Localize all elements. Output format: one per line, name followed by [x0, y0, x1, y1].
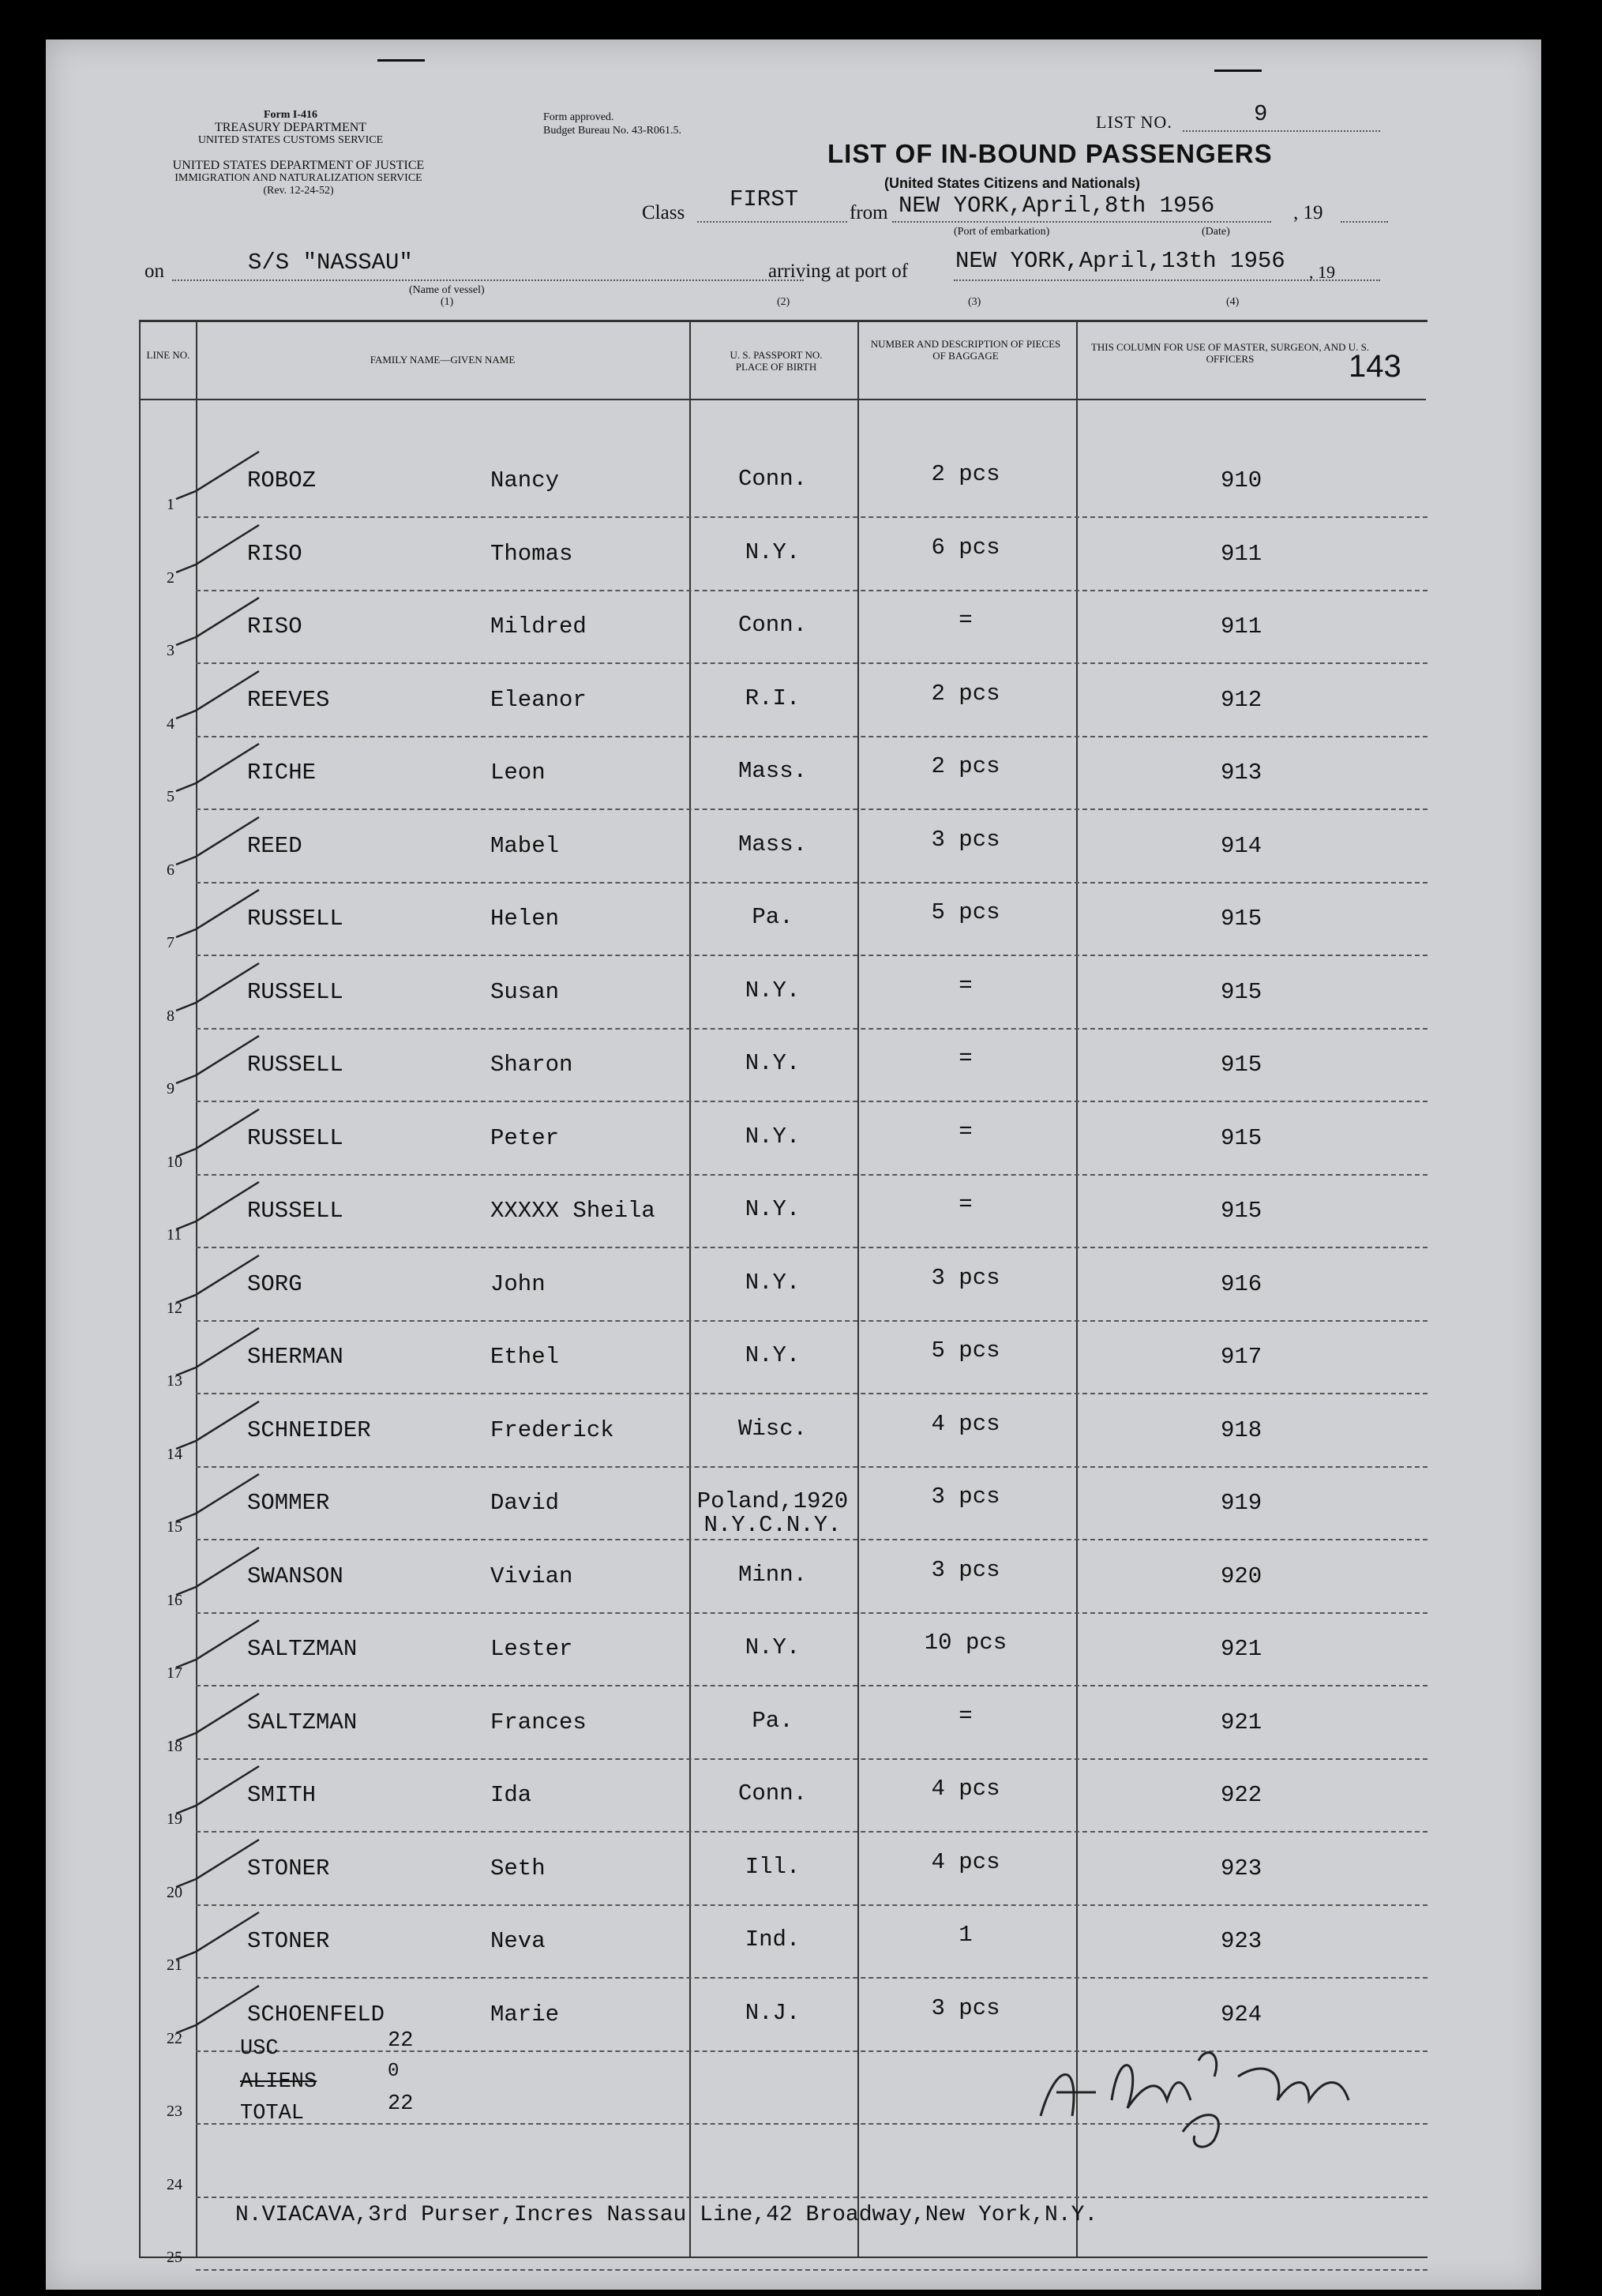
line-number: 16 — [167, 1591, 182, 1609]
place-of-birth: N.Y. — [745, 1634, 801, 1660]
baggage-count: = — [959, 1191, 973, 1217]
baggage-count: 2 pcs — [931, 461, 1000, 487]
line-number: 9 — [167, 1080, 174, 1097]
family-name: RICHE — [247, 760, 317, 786]
line-number: 14 — [167, 1445, 182, 1463]
baggage-count: 3 pcs — [931, 1556, 1000, 1583]
officer-number: 912 — [1221, 686, 1262, 713]
line-number: 20 — [167, 1883, 182, 1901]
row-separator — [196, 808, 1428, 810]
row-separator — [196, 1758, 1428, 1760]
table-row — [46, 962, 1541, 1034]
given-name: John — [490, 1270, 546, 1297]
officer-number: 916 — [1221, 1270, 1262, 1297]
officer-number: 914 — [1221, 832, 1262, 859]
port-embark-label: (Port of embarkation) — [954, 226, 1050, 238]
budget-bureau: Budget Bureau No. 43-R061.5. — [543, 125, 681, 137]
check-mark — [172, 1394, 267, 1457]
line-number: 8 — [167, 1007, 174, 1025]
officer-signature — [1025, 2013, 1404, 2155]
line-number: 4 — [167, 715, 174, 733]
usc-value: 22 — [388, 2029, 414, 2053]
place-of-birth: Wisc. — [737, 1415, 807, 1442]
row-separator — [196, 2197, 1428, 2198]
baggage-count: 5 pcs — [931, 1337, 1000, 1364]
place-of-birth: Conn. — [737, 1780, 807, 1806]
officer-number: 919 — [1221, 1490, 1262, 1516]
line-number: 6 — [167, 861, 174, 879]
given-name: Seth — [490, 1855, 546, 1881]
check-mark — [172, 1320, 267, 1383]
check-mark — [172, 1758, 267, 1821]
row-separator — [196, 590, 1428, 591]
baggage-count: = — [959, 607, 973, 633]
vessel-line — [172, 279, 804, 281]
check-mark — [172, 590, 267, 653]
given-name: XXXXX Sheila — [490, 1198, 655, 1224]
place-of-birth: Conn. — [737, 612, 807, 638]
line-number: 22 — [167, 2029, 182, 2047]
place-of-birth: N.Y. — [745, 1123, 801, 1150]
check-mark — [172, 517, 267, 580]
aliens-value: 0 — [388, 2061, 400, 2082]
line-number: 13 — [167, 1372, 182, 1390]
baggage-count: 3 pcs — [931, 1264, 1000, 1291]
line-number: 19 — [167, 1810, 182, 1828]
list-no-line — [1183, 130, 1380, 132]
ins-service: IMMIGRATION AND NATURALIZATION SERVICE — [174, 172, 422, 184]
total-value: 22 — [388, 2092, 414, 2116]
line-number: 3 — [167, 642, 174, 659]
check-mark — [172, 1466, 267, 1529]
officer-number: 915 — [1221, 1124, 1262, 1151]
place-of-birth: Poland,1920 N.Y.C.N.Y. — [696, 1488, 849, 1538]
check-mark — [172, 736, 267, 799]
from-year-line — [1341, 221, 1388, 223]
table-row — [46, 888, 1541, 961]
officer-number: 915 — [1221, 906, 1262, 932]
table-row — [46, 1473, 1541, 1545]
place-of-birth: Minn. — [737, 1561, 807, 1588]
given-name: Sharon — [490, 1052, 573, 1078]
place-of-birth: N.Y. — [745, 1196, 801, 1222]
table-row — [46, 1765, 1541, 1837]
table-row — [46, 1034, 1541, 1107]
check-mark — [172, 1686, 267, 1749]
line-number: 10 — [167, 1153, 182, 1171]
place-of-birth: Ind. — [745, 1926, 801, 1953]
revision: (Rev. 12-24-52) — [263, 185, 334, 197]
family-name: SWANSON — [247, 1563, 343, 1589]
baggage-count: 6 pcs — [931, 534, 1000, 561]
passenger-list-form — [46, 39, 1541, 2290]
row-separator — [196, 1466, 1428, 1468]
check-mark — [172, 1612, 267, 1675]
baggage-count: 3 pcs — [931, 1994, 1000, 2021]
officer-number: 911 — [1221, 613, 1262, 640]
family-name: SCHNEIDER — [247, 1416, 371, 1443]
officer-number: 915 — [1221, 978, 1262, 1005]
from-label: from — [850, 202, 888, 223]
row-separator — [196, 1539, 1428, 1540]
col-num-3: (3) — [968, 296, 981, 308]
baggage-count: 10 pcs — [924, 1630, 1007, 1656]
place-of-birth: Mass. — [737, 831, 807, 857]
place-of-birth: N.Y. — [745, 1269, 801, 1296]
line-number: 7 — [167, 934, 174, 951]
baggage-count: = — [959, 972, 973, 999]
table-row — [46, 523, 1541, 596]
given-name: Nancy — [490, 467, 560, 493]
check-mark — [172, 955, 267, 1019]
check-mark — [172, 1101, 267, 1165]
row-separator — [196, 1028, 1428, 1030]
line-number: 11 — [167, 1226, 182, 1244]
form-number: Form I-416 — [263, 109, 318, 121]
line-number: 15 — [167, 1518, 182, 1536]
family-name: SALTZMAN — [247, 1709, 358, 1735]
table-row — [46, 596, 1541, 669]
family-name: RISO — [247, 613, 302, 640]
table-top-rule — [139, 320, 1428, 322]
given-name: Susan — [490, 978, 560, 1005]
officer-number: 915 — [1221, 1198, 1262, 1224]
on-label: on — [144, 261, 164, 282]
page-title: LIST OF IN-BOUND PASSENGERS — [827, 139, 1273, 168]
row-separator — [196, 516, 1428, 518]
officer-number: 921 — [1221, 1709, 1262, 1735]
list-no-label: LIST NO. — [1096, 112, 1172, 132]
list-no-value: 9 — [1254, 101, 1268, 127]
baggage-count: 3 pcs — [931, 826, 1000, 853]
place-of-birth: Mass. — [737, 758, 807, 784]
check-mark — [172, 444, 267, 507]
check-mark — [172, 1904, 267, 1968]
col-num-2: (2) — [777, 296, 790, 308]
page-subtitle: (United States Citizens and Nationals) — [884, 175, 1141, 191]
table-row — [46, 1546, 1541, 1619]
line-number: 25 — [167, 2249, 182, 2266]
check-mark — [172, 1028, 267, 1091]
table-row — [46, 1838, 1541, 1911]
check-mark — [172, 663, 267, 726]
line-number: 2 — [167, 568, 174, 587]
family-name: ROBOZ — [247, 467, 317, 493]
family-name: SHERMAN — [247, 1344, 343, 1370]
given-name: Frederick — [490, 1416, 614, 1443]
place-of-birth: Pa. — [752, 904, 793, 930]
officer-number: 910 — [1221, 467, 1262, 493]
baggage-count: 4 pcs — [931, 1848, 1000, 1875]
baggage-count: 4 pcs — [931, 1776, 1000, 1802]
arriving-value: NEW YORK,April,13th 1956 — [955, 248, 1285, 274]
given-name: Peter — [490, 1124, 560, 1151]
baggage-count: = — [959, 1702, 973, 1729]
given-name: Ethel — [490, 1344, 560, 1370]
officer-number: 922 — [1221, 1782, 1262, 1808]
class-value: FIRST — [730, 186, 799, 212]
family-name: REED — [247, 832, 302, 859]
header-bottom-rule — [139, 399, 1426, 400]
table-row — [46, 1400, 1541, 1473]
officer-number: 921 — [1221, 1636, 1262, 1662]
line-number: 24 — [167, 2175, 182, 2193]
row-separator — [196, 1612, 1428, 1614]
check-mark — [172, 1247, 267, 1311]
justice-dept: UNITED STATES DEPARTMENT OF JUSTICE — [172, 159, 425, 172]
row-separator — [196, 1685, 1428, 1686]
row-separator — [196, 1831, 1428, 1833]
family-name: SCHOENFELD — [247, 2001, 385, 2028]
family-name: RISO — [247, 540, 302, 567]
table-row — [46, 1692, 1541, 1765]
page-stamp-number: 143 — [1349, 349, 1401, 384]
row-separator — [196, 2269, 1428, 2271]
row-separator — [196, 1320, 1428, 1322]
given-name: Helen — [490, 906, 560, 932]
line-number: 1 — [167, 496, 174, 513]
line-number: 12 — [167, 1299, 182, 1317]
officer-number: 920 — [1221, 1563, 1262, 1589]
row-separator — [196, 1247, 1428, 1248]
place-of-birth: N.Y. — [745, 977, 801, 1004]
row-separator — [196, 1904, 1428, 1906]
family-name: RUSSELL — [247, 906, 343, 932]
table-row — [46, 1619, 1541, 1691]
from-value: NEW YORK,April,8th 1956 — [899, 193, 1215, 219]
vessel-name-label: (Name of vessel) — [409, 284, 485, 296]
class-line — [697, 221, 847, 223]
family-name: REEVES — [247, 686, 330, 713]
stray-mark — [377, 59, 425, 62]
place-of-birth: Ill. — [745, 1853, 801, 1880]
header-officers: THIS COLUMN FOR USE OF MASTER, SURGEON, AND U. S. OFFICERS — [1090, 341, 1370, 365]
total-label: TOTAL — [240, 2102, 305, 2125]
table-row — [46, 1180, 1541, 1253]
baggage-count: 1 — [959, 1922, 973, 1948]
table-row — [46, 1326, 1541, 1399]
justice-block — [141, 159, 456, 197]
vessel-col-num: (1) — [441, 296, 454, 308]
given-name: Lester — [490, 1636, 573, 1662]
form-approved: Form approved. — [543, 111, 614, 123]
stray-mark — [1214, 69, 1262, 72]
place-of-birth: Pa. — [752, 1707, 793, 1734]
check-mark — [172, 882, 267, 945]
officer-number: 923 — [1221, 1928, 1262, 1954]
family-name: SOMMER — [247, 1490, 330, 1516]
family-name: SMITH — [247, 1782, 317, 1808]
from-line — [892, 221, 1271, 223]
baggage-count: 5 pcs — [931, 899, 1000, 925]
officer-number: 917 — [1221, 1344, 1262, 1370]
check-mark — [172, 1978, 267, 2041]
officer-number: 911 — [1221, 540, 1262, 567]
vessel-name: S/S "NASSAU" — [248, 249, 413, 276]
table-row — [46, 1254, 1541, 1326]
baggage-count: 2 pcs — [931, 680, 1000, 707]
family-name: RUSSELL — [247, 1124, 343, 1151]
given-name: Frances — [490, 1709, 587, 1735]
given-name: Vivian — [490, 1563, 573, 1589]
place-of-birth: R.I. — [745, 685, 801, 711]
family-name: SALTZMAN — [247, 1636, 358, 1662]
family-name: RUSSELL — [247, 1052, 343, 1078]
row-separator — [196, 1101, 1428, 1102]
baggage-count: 4 pcs — [931, 1410, 1000, 1437]
baggage-count: 3 pcs — [931, 1484, 1000, 1510]
given-name: Ida — [490, 1782, 532, 1808]
given-name: Eleanor — [490, 686, 587, 713]
line-number: 21 — [167, 1956, 182, 1974]
baggage-count: 2 pcs — [931, 753, 1000, 779]
check-mark — [172, 809, 267, 872]
header-line-no: LINE NO. — [146, 349, 190, 361]
given-name: Mabel — [490, 832, 560, 859]
family-name: STONER — [247, 1855, 330, 1881]
table-row — [46, 1911, 1541, 1983]
table-row — [46, 450, 1541, 523]
row-separator — [196, 662, 1428, 664]
officer-number: 913 — [1221, 760, 1262, 786]
row-separator — [196, 736, 1428, 737]
row-separator — [196, 882, 1428, 884]
row-separator — [196, 1174, 1428, 1176]
given-name: Thomas — [490, 540, 573, 567]
officer-number: 923 — [1221, 1855, 1262, 1881]
place-of-birth: N.Y. — [745, 538, 801, 565]
baggage-count: = — [959, 1118, 973, 1145]
arriving-year: , 19 — [1309, 262, 1335, 282]
check-mark — [172, 1174, 267, 1237]
given-name: David — [490, 1490, 560, 1516]
footer-purser: N.VIACAVA,3rd Purser,Incres Nassau Line,42 Broadway,New York,N.Y. — [235, 2203, 1098, 2227]
line-number: 23 — [167, 2103, 182, 2120]
baggage-count: = — [959, 1045, 973, 1071]
row-separator — [196, 1977, 1428, 1979]
approval-block — [543, 111, 681, 137]
form-identity-block — [172, 109, 409, 147]
table-row — [46, 816, 1541, 888]
usc-label: USC — [240, 2037, 279, 2061]
table-row — [46, 1108, 1541, 1180]
place-of-birth: N.Y. — [745, 1342, 801, 1368]
row-separator — [196, 1393, 1428, 1394]
customs-service: UNITED STATES CUSTOMS SERVICE — [197, 134, 384, 146]
family-name: STONER — [247, 1928, 330, 1954]
treasury-dept: TREASURY DEPARTMENT — [214, 121, 367, 134]
from-year: , 19 — [1293, 202, 1323, 223]
officer-number: 918 — [1221, 1416, 1262, 1443]
given-name: Leon — [490, 760, 546, 786]
given-name: Neva — [490, 1928, 546, 1954]
header-baggage: NUMBER AND DESCRIPTION OF PIECES OF BAGGAGE — [870, 338, 1061, 362]
table-row — [46, 670, 1541, 742]
date-label: (Date) — [1202, 226, 1230, 238]
row-separator — [196, 955, 1428, 956]
family-name: RUSSELL — [247, 1198, 343, 1224]
class-label: Class — [642, 202, 685, 223]
place-of-birth: N.J. — [745, 1999, 801, 2026]
place-of-birth: Conn. — [737, 466, 807, 492]
arriving-label: arriving at port of — [768, 261, 909, 282]
officer-number: 924 — [1221, 2001, 1262, 2028]
header-name: FAMILY NAME—GIVEN NAME — [370, 354, 516, 366]
table-row — [46, 742, 1541, 815]
given-name: Mildred — [490, 613, 587, 640]
officer-number: 915 — [1221, 1052, 1262, 1078]
family-name: SORG — [247, 1270, 302, 1297]
given-name: Marie — [490, 2001, 560, 2028]
family-name: RUSSELL — [247, 978, 343, 1005]
aliens-label: ALIENS — [240, 2070, 317, 2094]
place-of-birth: N.Y. — [745, 1050, 801, 1076]
line-number: 18 — [167, 1737, 182, 1755]
header-passport: U. S. PASSPORT NO. PLACE OF BIRTH — [730, 349, 823, 373]
check-mark — [172, 1832, 267, 1895]
line-number: 5 — [167, 788, 174, 805]
check-mark — [172, 1540, 267, 1603]
col-num-4: (4) — [1226, 296, 1240, 308]
line-number: 17 — [167, 1664, 182, 1682]
